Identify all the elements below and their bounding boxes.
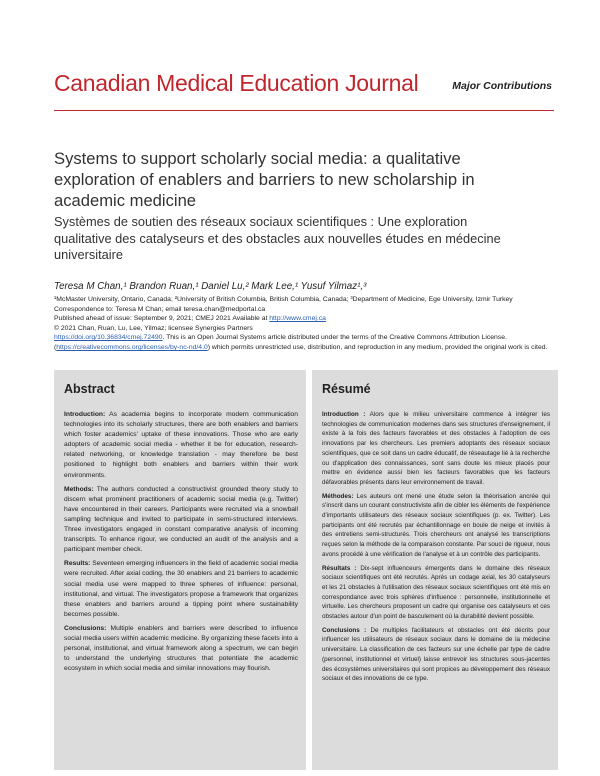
resume-methods-text: Les auteurs ont mené une étude selon la théorisation ancrée qui s'inscrit dans un courant constructiviste afin de cibler les éléments de l'expérience d'importants utilisateurs des réseaux sociaux scientifiques (p. ex. Twitter). Les participants ont été recrutés par échantillonnage en boule de neige et invités à des entretiens semi-structurés. Trois chercheurs ont analysé les transcriptions reçues selon la méthode de la comparaison constante. Par souci de rigueur, nous avons procédé à une vérification de l'analyse et à un contrôle des participants. [322, 492, 550, 558]
resume-conclusions [322, 626, 550, 684]
published-text: Published ahead of issue: September 9, 2021; CMEJ 2021 Available at [54, 315, 270, 323]
resume-results-text: Dix-sept influenceurs émergents dans le domaine des réseaux sociaux scientifiques ont été recrutés. Après un codage axial, les 30 catalyseurs et les 21 obstacles à l'utilisation des réseaux sociaux scientifiques ont été mis en correspondance avec trois sphères d'influence : personnelle, institutionnelle et virtuelle. Les chercheurs proposent un cadre qui organise ces catalyseurs et ces obstacles autour d'un point de basculement où la durabilité devient possible. [322, 564, 550, 621]
copyright: © 2021 Chan, Ruan, Lu, Lee, Yilmaz; licensee Synergies Partners [54, 324, 253, 332]
resume-results [322, 564, 550, 622]
abstract-panel [54, 370, 306, 770]
abstract-introduction [64, 410, 298, 481]
license-info [54, 333, 554, 352]
resume-methods [322, 492, 550, 560]
abstract-results-text: Seventeen emerging influencers in the field of academic social media were recruited. After axial coding, the 30 enablers and 21 barriers to academic social media use were mapped to three spheres of influence: personal, institutional, and virtual. The investigators propose a framework that organizes these enablers and barriers around a tipping point where sustainability becomes possible. [64, 560, 298, 618]
abstract-results [64, 559, 298, 620]
resume-results-label: Résultats : [322, 564, 357, 572]
resume-methods-label: Méthodes: [322, 492, 354, 500]
abstract-methods [64, 485, 298, 556]
resume-intro-text: Alors que le milieu universitaire commence à intégrer les technologies de communication modernes dans ses structures d'enseignement, il existe à la fois des facteurs favorables et des obstacles à l'adoption de ces innovations par les chercheurs. Les premiers adoptants des réseaux sociaux scientifiques, que ce soit dans un cadre éducatif, de réseautage lié à la recherche ou d'application des connaissances, sont sans doute les mieux placés pour mettre en évidence aussi bien les facteurs favorables que les facteurs défavorables présents dans leur environnement de travail. [322, 411, 550, 486]
resume-body [322, 410, 550, 688]
resume-panel [312, 370, 558, 770]
abstract-results-label: Results: [64, 560, 91, 568]
license-tail: ) which permits unrestricted use, distribution, and reproduction in any medium, provided the original work is cited. [207, 343, 548, 351]
abstract-intro-text: As academia begins to incorporate modern communication technologies into its scholarly structures, there are both enablers and barriers which foster academics' uptake of these innovations. Those who are early adopters of academic social media - whether it be for education, research-related networking, or knowledge translation - may therefore be best positioned to highlight both enablers and barriers within their work environments. [64, 411, 298, 479]
journal-title: Canadian Medical Education Journal [54, 70, 419, 96]
abstract-body [64, 410, 298, 678]
affiliations: ¹McMaster University, Ontario, Canada; ²University of British Columbia, British Columbia, Canada; ³Department of Medicine, Ege University, Izmir Turkey [54, 296, 513, 303]
article-meta [54, 295, 554, 353]
article-title-en: Systems to support scholarly social media: a qualitative exploration of enablers and barriers to new scholarship in academic medicine [54, 149, 475, 210]
publication-info [54, 314, 554, 324]
abstract-methods-label: Methods: [64, 485, 94, 493]
header-rule [54, 110, 554, 111]
license-link[interactable]: https://creativecommons.org/licenses/by-nc-nd/4.0 [56, 343, 208, 351]
abstract-heading: Abstract [64, 382, 115, 396]
license-text: . This is an Open Journal Systems article distributed under the terms of the Creative Commons Attribution License. ( [54, 334, 507, 351]
correspondence: Correspondence to: Teresa M Chan; email teresa.chan@medportal.ca [54, 305, 266, 313]
author-list: Teresa M Chan,¹ Brandon Ruan,¹ Daniel Lu,² Mark Lee,¹ Yusuf Yilmaz¹,³ [54, 281, 367, 292]
resume-introduction [322, 410, 550, 488]
doi-link[interactable]: https://doi.org/10.36834/cmej.72490 [54, 334, 163, 342]
journal-link[interactable]: http://www.cmej.ca [269, 315, 326, 323]
resume-conclusions-label: Conclusions : [322, 626, 367, 634]
abstract-intro-label: Introduction: [64, 411, 106, 418]
abstract-conclusions [64, 624, 298, 674]
resume-heading: Résumé [322, 382, 371, 396]
abstract-conclusions-label: Conclusions: [64, 624, 107, 632]
abstract-conclusions-text: Multiple enablers and barriers were described to influence social media users within academic medicine. By organizing these facets into a personal, institutional, and virtual framework along a spectrum, we can begin to understand the underlying structures that potentiate the academic ecosystem in which social media and similar innovations may flourish. [64, 624, 298, 673]
article-title-fr: Systèmes de soutien des réseaux sociaux scientifiques : Une exploration qualitative des catalyseurs et des obstacles aux nouvelles études en médecine universitaire [54, 214, 501, 262]
resume-conclusions-text: De multiples facilitateurs et obstacles ont été décrits pour influencer les utilisateurs de réseaux sociaux dans le domaine de la médecine universitaire. La classification de ces facteurs sur une échelle par type de cadre (personnel, institutionnel et virtuel) laisse entrevoir les structures sous-jacentes des écosystèmes universitaires qui sont propices au développement des réseaux sociaux et des innovations de ce type. [322, 626, 550, 683]
section-label: Major Contributions [452, 80, 552, 92]
resume-intro-label: Introduction : [322, 411, 366, 418]
abstract-methods-text: The authors conducted a constructivist grounded theory study to discern what prominent practitioners of academic social media (e.g. Twitter) have encountered in their careers. Participants were recruited via a snowball sampling technique and invited to participate in semi-structured interviews. Three investigators engaged in constant comparative analysis of incoming transcripts. To enhance rigour, we conducted an audit of the analysis and a participant member check. [64, 485, 298, 554]
